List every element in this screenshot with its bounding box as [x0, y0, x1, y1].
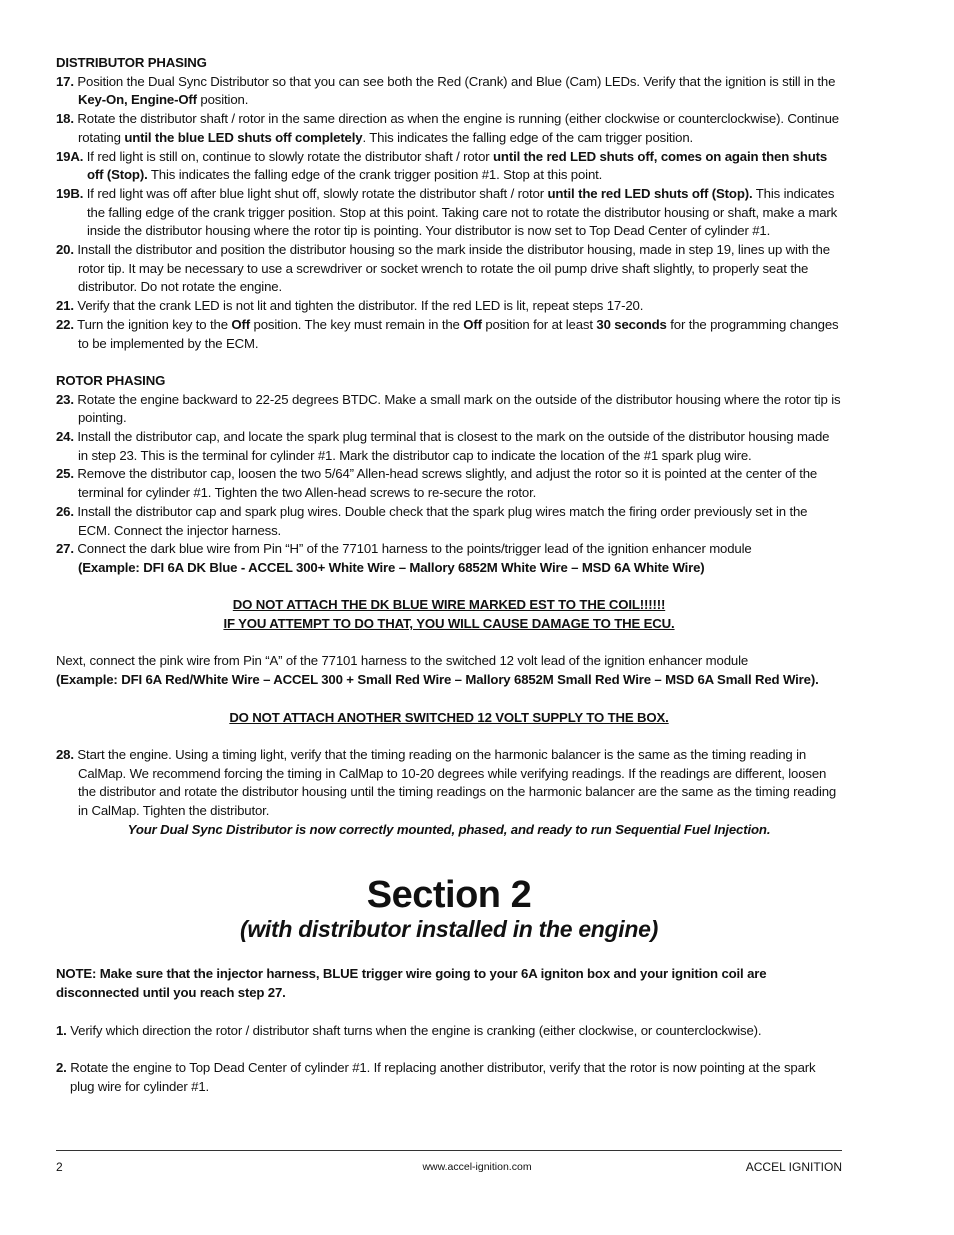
footer-brand: ACCEL IGNITION	[745, 1160, 842, 1174]
section-subtitle: (with distributor installed in the engine)	[239, 916, 658, 943]
step-26: 26. Install the distributor cap and spark plug wires. Double check that the spark plug wires match the firing order previously set in the ECM. Connect the injector harness.	[56, 503, 808, 538]
rotor-phasing-heading: ROTOR PHASING	[56, 372, 166, 388]
section2-step-2: 2. Rotate the engine to Top Dead Center of cylinder #1. If replacing another distributor, verify that the rotor is now pointing at the spark plug wire for cylinder #1.	[56, 1059, 816, 1094]
step-19b: 19B. If red light was off after blue light shut off, slowly rotate the distributor shaft / rotor until the red LED shuts off (Stop). This indicates the falling edge of the crank trigger position. Stop at this point. Taking care not to rotate the distributor housing or shaft, make a mark inside the distributor housing where the rotor tip is pointing. Your distributor is now set to Top Dead Center of cylinder #1.	[56, 185, 838, 239]
step-27-example: (Example: DFI 6A DK Blue - ACCEL 300+ White Wire – Mallory 6852M White Wire – MSD 6A White Wire)	[78, 559, 705, 575]
step-25: 25. Remove the distributor cap, loosen the two 5/64” Allen-head screws slightly, and adjust the rotor so it is pointed at the center of the terminal for cylinder #1. Tighten the two Allen-head screws to re-secure the rotor.	[56, 466, 818, 501]
step-17: 17. Position the Dual Sync Distributor so that you can see both the Red (Crank) and Blue (Cam) LEDs. Verify that the ignition is still in the Key-On, Engine-Off position.	[56, 73, 836, 108]
step-24: 24. Install the distributor cap, and locate the spark plug terminal that is closest to the mark on the outside of the distributor housing made in step 23. This is the terminal for cylinder #1. Mark the distributor cap to indicate the location of the #1 spark plug wire.	[56, 429, 830, 463]
section-title: Section 2	[366, 874, 532, 917]
section2-step-1: 1. Verify which direction the rotor / distributor shaft turns when the engine is cranking (either clockwise, or counterclockwise).	[56, 1022, 762, 1038]
distributor-phasing-heading: DISTRIBUTOR PHASING	[56, 55, 207, 70]
step-28: 28. Start the engine. Using a timing light, verify that the timing reading on the harmonic balancer is the same as the timing reading in CalMap. We recommend forcing the timing in CalMap to 10-20 degrees while verifying readings. If the readings are different, loosen the distributor and rotate the distributor housing until the timing readings on the harmonic balancer are the same as the timing reading in CalMap. Tighten the distributor.	[56, 746, 837, 819]
pink-wire-example: (Example: DFI 6A Red/White Wire – ACCEL 300 + Small Red Wire – Mallory 6852M Small Red Wire – MSD 6A Small Red Wire).	[56, 672, 819, 688]
step-22: 22. Turn the ignition key to the Off position. The key must remain in the Off position for at least 30 seconds for the programming changes to be implemented by the ECM.	[56, 316, 839, 351]
step-27: 27. Connect the dark blue wire from Pin “H” of the 77101 harness to the points/trigger lead of the ignition enhancer module	[56, 541, 752, 557]
footer-url: www.accel-ignition.com	[422, 1161, 532, 1173]
coil-warning-line-2: IF YOU ATTEMPT TO DO THAT, YOU WILL CAUSE DAMAGE TO THE ECU.	[223, 616, 675, 632]
page-number: 2	[56, 1160, 63, 1174]
pink-wire-instruction: Next, connect the pink wire from Pin “A” of the 77101 harness to the switched 12 volt lead of the ignition enhancer module	[56, 653, 749, 669]
document-body	[56, 54, 842, 1096]
step-23: 23. Rotate the engine backward to 22-25 degrees BTDC. Make a small mark on the outside of the distributor housing where the rotor tip is pointing.	[56, 391, 841, 426]
closing-statement: Your Dual Sync Distributor is now correctly mounted, phased, and ready to run Sequential Fuel Injection.	[127, 821, 771, 837]
step-21: 21. Verify that the crank LED is not lit and tighten the distributor. If the red LED is lit, repeat steps 17-20.	[56, 298, 644, 314]
step-18: 18. Rotate the distributor shaft / rotor in the same direction as when the engine is running (either clockwise or counterclockwise). Continue rotating until the blue LED shuts off completely. This indicates the falling edge of the cam trigger position.	[56, 111, 839, 145]
coil-warning-line-1: DO NOT ATTACH THE DK BLUE WIRE MARKED EST TO THE COIL!!!!!!	[232, 597, 666, 613]
section-note: NOTE: Make sure that the injector harness, BLUE trigger wire going to your 6A igniton box and your ignition coil are disconnected until you reach step 27.	[56, 966, 767, 1001]
supply-warning: DO NOT ATTACH ANOTHER SWITCHED 12 VOLT SUPPLY TO THE BOX.	[229, 709, 669, 725]
step-19a: 19A. If red light is still on, continue to slowly rotate the distributor shaft / rotor until the red LED shuts off, comes on again then shuts off (Stop). This indicates the falling edge of the crank trigger position #1. Stop at this point.	[56, 148, 828, 183]
step-20: 20. Install the distributor and position the distributor housing so the mark inside the distributor housing, made in step 19, lines up with the rotor tip. It may be necessary to use a screwdriver or socket wrench to rotate the oil pump drive shaft slightly, to properly seat the distributor. Do not rotate the engine.	[56, 242, 830, 295]
footer-divider	[56, 1150, 842, 1151]
